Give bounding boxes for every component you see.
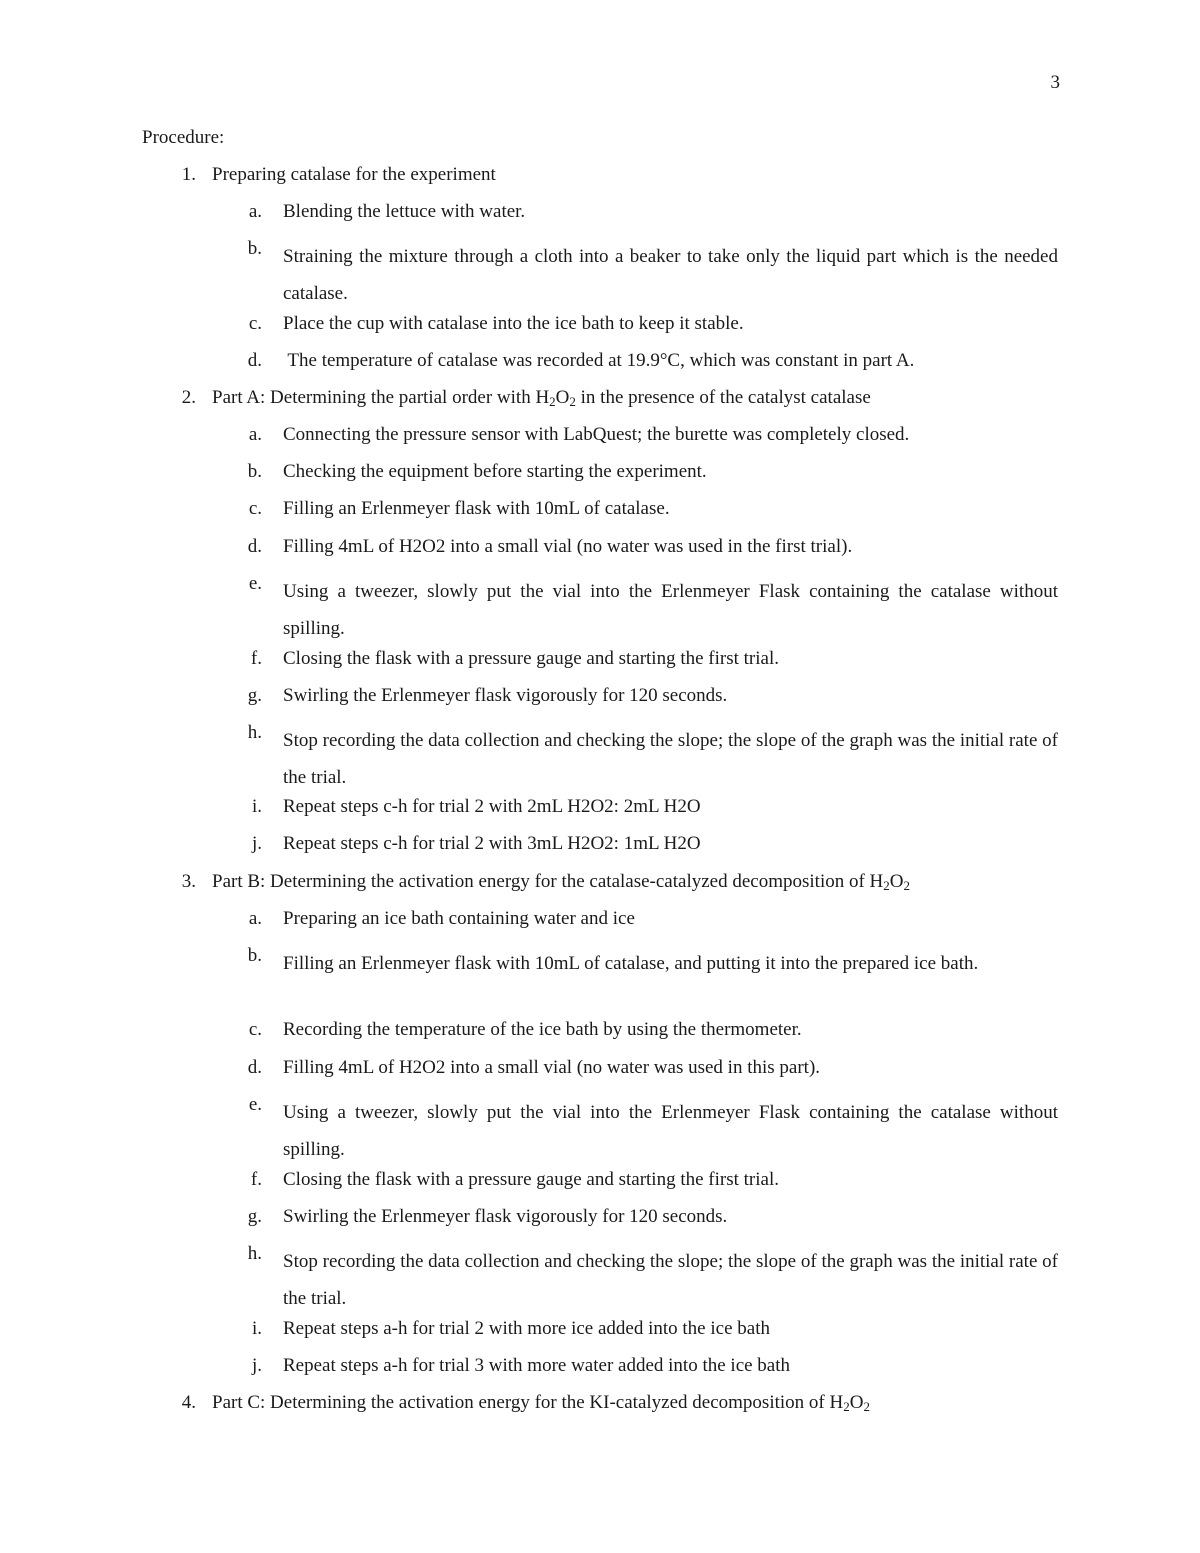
step-marker: h. (247, 1243, 262, 1264)
step-text: Blending the lettuce with water. (283, 201, 526, 222)
section-number: 1. (181, 164, 196, 185)
step-marker: b. (247, 461, 262, 482)
step-marker: c. (248, 498, 262, 519)
step-text: Stop recording the data collection and checking the slope; the slope of the graph was the initial rate of the trial. (283, 730, 1058, 788)
step-text: Preparing an ice bath containing water and ice (283, 908, 635, 929)
section-number: 4. (181, 1392, 196, 1413)
step-marker: b. (247, 945, 262, 966)
step-marker: d. (247, 536, 262, 557)
step-marker: c. (248, 1019, 262, 1040)
step-text: Filling 4mL of H2O2 into a small vial (no water was used in this part). (283, 1057, 821, 1078)
step-marker: c. (248, 313, 262, 334)
step-text: Place the cup with catalase into the ice bath to keep it stable. (283, 313, 744, 334)
step-text: Closing the flask with a pressure gauge and starting the first trial. (283, 1169, 779, 1190)
step-text: Repeat steps c-h for trial 2 with 3mL H2O2: 1mL H2O (283, 833, 701, 854)
step-text: The temperature of catalase was recorded at 19.9°C, which was constant in part A. (283, 350, 915, 371)
section-number: 3. (181, 871, 196, 892)
step-marker: h. (247, 722, 262, 743)
step-text: Repeat steps c-h for trial 2 with 2mL H2O2: 2mL H2O (283, 796, 701, 817)
step-marker: f. (250, 648, 262, 669)
step-text: Stop recording the data collection and checking the slope; the slope of the graph was the initial rate of the trial. (283, 1251, 1058, 1309)
step-text: Connecting the pressure sensor with LabQuest; the burette was completely closed. (283, 424, 910, 445)
step-text: Repeat steps a-h for trial 3 with more water added into the ice bath (283, 1355, 791, 1376)
step-marker: a. (248, 424, 262, 445)
step-marker: f. (250, 1169, 262, 1190)
step-text: Repeat steps a-h for trial 2 with more ice added into the ice bath (283, 1318, 770, 1339)
step-text: Recording the temperature of the ice bath by using the thermometer. (283, 1019, 802, 1040)
step-marker: j. (251, 1355, 262, 1376)
section-title: Part B: Determining the activation energy for the catalase-catalyzed decomposition of $H_2O_2$ (212, 871, 911, 893)
section-title: Preparing catalase for the experiment (212, 164, 496, 185)
step-text: Straining the mixture through a cloth into a beaker to take only the liquid part which is the needed catalase. (283, 246, 1058, 304)
step-marker: a. (248, 201, 262, 222)
section-number: 2. (181, 387, 196, 408)
procedure-heading: Procedure: (142, 127, 225, 148)
page-number: 3 (1050, 72, 1060, 93)
step-marker: g. (247, 1206, 262, 1227)
step-marker: a. (248, 908, 262, 929)
step-marker: d. (247, 350, 262, 371)
step-marker: g. (247, 685, 262, 706)
step-text: Filling an Erlenmeyer flask with 10mL of catalase, and putting it into the prepared ice bath. (283, 953, 979, 974)
step-marker: b. (247, 238, 262, 259)
step-text: Filling 4mL of H2O2 into a small vial (no water was used in the first trial). (283, 536, 853, 557)
step-marker: d. (247, 1057, 262, 1078)
step-text: Closing the flask with a pressure gauge and starting the first trial. (283, 648, 779, 669)
section-title: Part C: Determining the activation energy for the KI-catalyzed decomposition of $H_2O_2$ (212, 1392, 870, 1414)
step-text: Checking the equipment before starting the experiment. (283, 461, 707, 482)
step-text: Using a tweezer, slowly put the vial into the Erlenmeyer Flask containing the catalase without spilling. (283, 1102, 1058, 1160)
step-marker: e. (248, 1094, 262, 1115)
step-marker: i. (251, 796, 262, 817)
step-text: Using a tweezer, slowly put the vial into the Erlenmeyer Flask containing the catalase without spilling. (283, 581, 1058, 639)
step-marker: e. (248, 573, 262, 594)
step-text: Filling an Erlenmeyer flask with 10mL of catalase. (283, 498, 670, 519)
step-marker: j. (251, 833, 262, 854)
section-title: Part A: Determining the partial order with $H_2O_2$ in the presence of the catalyst catalase (212, 387, 871, 409)
step-text: Swirling the Erlenmeyer flask vigorously for 120 seconds. (283, 1206, 728, 1227)
step-text: Swirling the Erlenmeyer flask vigorously for 120 seconds. (283, 685, 728, 706)
step-marker: i. (251, 1318, 262, 1339)
